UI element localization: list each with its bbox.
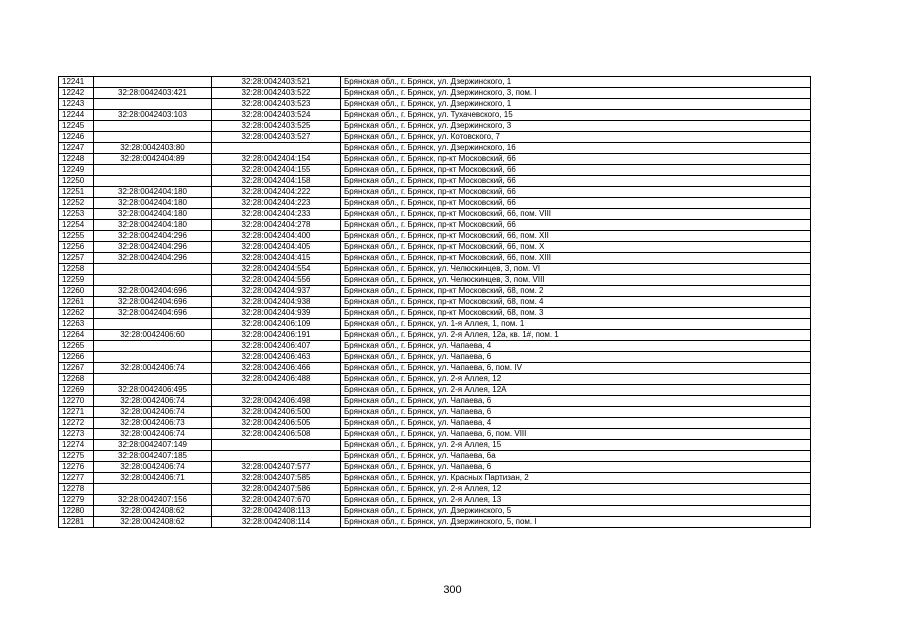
cadastral-number-a-cell: 32:28:0042406:73: [94, 418, 212, 429]
table-row: [59, 418, 811, 429]
table-row: [59, 319, 811, 330]
table-row: [59, 363, 811, 374]
row-number-cell: 12270: [59, 396, 94, 407]
table-row: [59, 121, 811, 132]
address-cell: Брянская обл., г. Брянск, ул. Дзержинского, 16: [341, 143, 811, 154]
cadastral-number-a-cell: 32:28:0042406:71: [94, 473, 212, 484]
address-cell: Брянская обл., г. Брянск, пр-кт Московский, 66, пом. VIII: [341, 209, 811, 220]
cadastral-number-a-cell: 32:28:0042408:62: [94, 517, 212, 528]
row-number-cell: 12266: [59, 352, 94, 363]
cadastral-number-a-cell: [94, 121, 212, 132]
table-row: [59, 297, 811, 308]
cadastral-number-a-cell: 32:28:0042407:185: [94, 451, 212, 462]
address-cell: Брянская обл., г. Брянск, ул. 2-я Аллея, 12: [341, 374, 811, 385]
address-cell: Брянская обл., г. Брянск, ул. 2-я Аллея, 15: [341, 440, 811, 451]
cadastral-number-a-cell: 32:28:0042406:60: [94, 330, 212, 341]
address-cell: Брянская обл., г. Брянск, ул. 2-я Аллея, 13: [341, 495, 811, 506]
row-number-cell: 12245: [59, 121, 94, 132]
table-row: [59, 264, 811, 275]
cadastral-number-b-cell: 32:28:0042406:109: [212, 319, 341, 330]
cadastral-number-a-cell: 32:28:0042403:80: [94, 143, 212, 154]
table-row: [59, 407, 811, 418]
address-cell: Брянская обл., г. Брянск, пр-кт Московский, 66: [341, 154, 811, 165]
table-row: [59, 198, 811, 209]
cadastral-number-b-cell: 32:28:0042406:500: [212, 407, 341, 418]
address-cell: Брянская обл., г. Брянск, пр-кт Московский, 66, пом. XII: [341, 231, 811, 242]
cadastral-number-a-cell: 32:28:0042406:74: [94, 396, 212, 407]
row-number-cell: 12263: [59, 319, 94, 330]
row-number-cell: 12257: [59, 253, 94, 264]
cadastral-number-a-cell: 32:28:0042403:421: [94, 88, 212, 99]
cadastral-number-a-cell: 32:28:0042404:180: [94, 220, 212, 231]
cadastral-table: [58, 76, 811, 528]
cadastral-number-b-cell: 32:28:0042406:508: [212, 429, 341, 440]
table-row: [59, 341, 811, 352]
cadastral-number-a-cell: 32:28:0042407:156: [94, 495, 212, 506]
cadastral-number-a-cell: [94, 165, 212, 176]
row-number-cell: 12251: [59, 187, 94, 198]
cadastral-number-b-cell: 32:28:0042404:556: [212, 275, 341, 286]
address-cell: Брянская обл., г. Брянск, пр-кт Московский, 68, пом. 3: [341, 308, 811, 319]
row-number-cell: 12277: [59, 473, 94, 484]
cadastral-number-a-cell: [94, 176, 212, 187]
row-number-cell: 12279: [59, 495, 94, 506]
row-number-cell: 12281: [59, 517, 94, 528]
cadastral-number-b-cell: 32:28:0042404:155: [212, 165, 341, 176]
row-number-cell: 12271: [59, 407, 94, 418]
address-cell: Брянская обл., г. Брянск, ул. Чапаева, 6, пом. IV: [341, 363, 811, 374]
address-cell: Брянская обл., г. Брянск, ул. Дзержинского, 5, пом. I: [341, 517, 811, 528]
table-row: [59, 99, 811, 110]
address-cell: Брянская обл., г. Брянск, ул. Чапаева, 6: [341, 352, 811, 363]
table-row: [59, 484, 811, 495]
row-number-cell: 12256: [59, 242, 94, 253]
table-row: [59, 77, 811, 88]
table-row: [59, 176, 811, 187]
table-row: [59, 242, 811, 253]
cadastral-number-a-cell: 32:28:0042406:74: [94, 363, 212, 374]
address-cell: Брянская обл., г. Брянск, ул. Челюскинцев, 3, пом. VI: [341, 264, 811, 275]
row-number-cell: 12275: [59, 451, 94, 462]
cadastral-number-b-cell: 32:28:0042403:525: [212, 121, 341, 132]
table-row: [59, 132, 811, 143]
address-cell: Брянская обл., г. Брянск, пр-кт Московский, 68, пом. 2: [341, 286, 811, 297]
cadastral-number-b-cell: 32:28:0042404:939: [212, 308, 341, 319]
cadastral-number-b-cell: 32:28:0042406:463: [212, 352, 341, 363]
cadastral-number-a-cell: [94, 99, 212, 110]
row-number-cell: 12250: [59, 176, 94, 187]
cadastral-number-b-cell: 32:28:0042403:527: [212, 132, 341, 143]
address-cell: Брянская обл., г. Брянск, ул. 2-я Аллея, 12А: [341, 385, 811, 396]
cadastral-number-b-cell: 32:28:0042407:585: [212, 473, 341, 484]
address-cell: Брянская обл., г. Брянск, ул. Челюскинцев, 3, пом. VIII: [341, 275, 811, 286]
table-row: [59, 187, 811, 198]
row-number-cell: 12261: [59, 297, 94, 308]
row-number-cell: 12280: [59, 506, 94, 517]
cadastral-number-b-cell: 32:28:0042404:154: [212, 154, 341, 165]
cadastral-number-a-cell: 32:28:0042404:296: [94, 231, 212, 242]
table-body: [59, 77, 811, 528]
cadastral-number-a-cell: 32:28:0042404:696: [94, 286, 212, 297]
address-cell: Брянская обл., г. Брянск, пр-кт Московский, 66: [341, 165, 811, 176]
address-cell: Брянская обл., г. Брянск, пр-кт Московский, 68, пом. 4: [341, 297, 811, 308]
address-cell: Брянская обл., г. Брянск, пр-кт Московский, 66, пом. XIII: [341, 253, 811, 264]
cadastral-number-b-cell: [212, 143, 341, 154]
table-row: [59, 154, 811, 165]
cadastral-number-b-cell: 32:28:0042406:488: [212, 374, 341, 385]
table-row: [59, 352, 811, 363]
cadastral-number-b-cell: 32:28:0042407:577: [212, 462, 341, 473]
table-row: [59, 385, 811, 396]
cadastral-number-a-cell: 32:28:0042404:89: [94, 154, 212, 165]
cadastral-number-a-cell: [94, 77, 212, 88]
row-number-cell: 12247: [59, 143, 94, 154]
cadastral-number-b-cell: 32:28:0042404:415: [212, 253, 341, 264]
cadastral-number-b-cell: 32:28:0042406:498: [212, 396, 341, 407]
cadastral-number-b-cell: 32:28:0042406:191: [212, 330, 341, 341]
table-row: [59, 308, 811, 319]
address-cell: Брянская обл., г. Брянск, ул. Чапаева, 6: [341, 462, 811, 473]
cadastral-number-b-cell: 32:28:0042404:405: [212, 242, 341, 253]
address-cell: Брянская обл., г. Брянск, ул. Дзержинского, 3, пом. I: [341, 88, 811, 99]
cadastral-number-a-cell: 32:28:0042406:495: [94, 385, 212, 396]
address-cell: Брянская обл., г. Брянск, ул. Тухачевского, 15: [341, 110, 811, 121]
address-cell: Брянская обл., г. Брянск, ул. Дзержинского, 3: [341, 121, 811, 132]
address-cell: Брянская обл., г. Брянск, пр-кт Московский, 66: [341, 198, 811, 209]
cadastral-number-a-cell: 32:28:0042406:74: [94, 407, 212, 418]
row-number-cell: 12249: [59, 165, 94, 176]
row-number-cell: 12254: [59, 220, 94, 231]
table-row: [59, 473, 811, 484]
row-number-cell: 12252: [59, 198, 94, 209]
address-cell: Брянская обл., г. Брянск, пр-кт Московский, 66: [341, 176, 811, 187]
address-cell: Брянская обл., г. Брянск, ул. Дзержинского, 1: [341, 99, 811, 110]
address-cell: Брянская обл., г. Брянск, ул. Котовского, 7: [341, 132, 811, 143]
cadastral-number-b-cell: 32:28:0042404:278: [212, 220, 341, 231]
cadastral-number-a-cell: 32:28:0042404:296: [94, 253, 212, 264]
address-cell: Брянская обл., г. Брянск, ул. Чапаева, 4: [341, 341, 811, 352]
cadastral-number-b-cell: 32:28:0042404:937: [212, 286, 341, 297]
row-number-cell: 12269: [59, 385, 94, 396]
row-number-cell: 12278: [59, 484, 94, 495]
cadastral-number-a-cell: 32:28:0042404:296: [94, 242, 212, 253]
row-number-cell: 12255: [59, 231, 94, 242]
table-row: [59, 330, 811, 341]
cadastral-number-a-cell: [94, 132, 212, 143]
cadastral-number-a-cell: 32:28:0042404:696: [94, 297, 212, 308]
row-number-cell: 12274: [59, 440, 94, 451]
address-cell: Брянская обл., г. Брянск, ул. Дзержинского, 1: [341, 77, 811, 88]
row-number-cell: 12260: [59, 286, 94, 297]
cadastral-number-b-cell: 32:28:0042404:400: [212, 231, 341, 242]
cadastral-number-b-cell: 32:28:0042404:233: [212, 209, 341, 220]
row-number-cell: 12262: [59, 308, 94, 319]
row-number-cell: 12243: [59, 99, 94, 110]
table-row: [59, 209, 811, 220]
cadastral-number-b-cell: 32:28:0042406:466: [212, 363, 341, 374]
cadastral-number-a-cell: [94, 341, 212, 352]
cadastral-number-a-cell: 32:28:0042408:62: [94, 506, 212, 517]
table-row: [59, 429, 811, 440]
cadastral-number-b-cell: 32:28:0042404:938: [212, 297, 341, 308]
cadastral-number-a-cell: 32:28:0042406:74: [94, 462, 212, 473]
table-row: [59, 253, 811, 264]
row-number-cell: 12267: [59, 363, 94, 374]
cadastral-number-b-cell: [212, 451, 341, 462]
row-number-cell: 12268: [59, 374, 94, 385]
address-cell: Брянская обл., г. Брянск, ул. Чапаева, 4: [341, 418, 811, 429]
address-cell: Брянская обл., г. Брянск, ул. Чапаева, 6: [341, 396, 811, 407]
cadastral-number-b-cell: 32:28:0042408:114: [212, 517, 341, 528]
cadastral-number-b-cell: 32:28:0042404:158: [212, 176, 341, 187]
cadastral-number-a-cell: [94, 264, 212, 275]
table-row: [59, 451, 811, 462]
row-number-cell: 12273: [59, 429, 94, 440]
table-row: [59, 374, 811, 385]
address-cell: Брянская обл., г. Брянск, ул. 1-я Аллея, 1, пом. 1: [341, 319, 811, 330]
cadastral-number-b-cell: 32:28:0042404:223: [212, 198, 341, 209]
table-row: [59, 165, 811, 176]
address-cell: Брянская обл., г. Брянск, пр-кт Московский, 66: [341, 187, 811, 198]
cadastral-number-b-cell: 32:28:0042403:523: [212, 99, 341, 110]
table-row: [59, 495, 811, 506]
address-cell: Брянская обл., г. Брянск, ул. Чапаева, 6: [341, 407, 811, 418]
cadastral-number-b-cell: 32:28:0042404:554: [212, 264, 341, 275]
cadastral-number-a-cell: [94, 352, 212, 363]
table-row: [59, 110, 811, 121]
row-number-cell: 12244: [59, 110, 94, 121]
cadastral-number-b-cell: 32:28:0042403:522: [212, 88, 341, 99]
cadastral-number-a-cell: 32:28:0042404:180: [94, 198, 212, 209]
address-cell: Брянская обл., г. Брянск, ул. 2-я Аллея, 12а, кв. 1#, пом. 1: [341, 330, 811, 341]
table-row: [59, 275, 811, 286]
row-number-cell: 12253: [59, 209, 94, 220]
cadastral-number-a-cell: 32:28:0042407:149: [94, 440, 212, 451]
table-row: [59, 440, 811, 451]
row-number-cell: 12241: [59, 77, 94, 88]
row-number-cell: 12259: [59, 275, 94, 286]
address-cell: Брянская обл., г. Брянск, пр-кт Московский, 66, пом. X: [341, 242, 811, 253]
cadastral-number-a-cell: [94, 374, 212, 385]
address-cell: Брянская обл., г. Брянск, ул. Чапаева, 6а: [341, 451, 811, 462]
row-number-cell: 12276: [59, 462, 94, 473]
address-cell: Брянская обл., г. Брянск, ул. 2-я Аллея, 12: [341, 484, 811, 495]
cadastral-number-b-cell: [212, 385, 341, 396]
row-number-cell: 12246: [59, 132, 94, 143]
cadastral-number-b-cell: [212, 440, 341, 451]
cadastral-number-a-cell: 32:28:0042404:180: [94, 209, 212, 220]
cadastral-number-a-cell: [94, 484, 212, 495]
row-number-cell: 12265: [59, 341, 94, 352]
row-number-cell: 12272: [59, 418, 94, 429]
table-row: [59, 286, 811, 297]
table-row: [59, 143, 811, 154]
row-number-cell: 12248: [59, 154, 94, 165]
table-row: [59, 231, 811, 242]
table-row: [59, 517, 811, 528]
cadastral-number-a-cell: [94, 319, 212, 330]
table-row: [59, 88, 811, 99]
cadastral-number-b-cell: 32:28:0042403:521: [212, 77, 341, 88]
cadastral-number-a-cell: 32:28:0042403:103: [94, 110, 212, 121]
cadastral-number-a-cell: 32:28:0042404:696: [94, 308, 212, 319]
page-number: 300: [443, 584, 462, 596]
address-cell: Брянская обл., г. Брянск, ул. Чапаева, 6, пом. VIII: [341, 429, 811, 440]
row-number-cell: 12258: [59, 264, 94, 275]
address-cell: Брянская обл., г. Брянск, ул. Красных Партизан, 2: [341, 473, 811, 484]
cadastral-number-a-cell: 32:28:0042406:74: [94, 429, 212, 440]
cadastral-number-b-cell: 32:28:0042403:524: [212, 110, 341, 121]
table-row: [59, 396, 811, 407]
cadastral-number-b-cell: 32:28:0042404:222: [212, 187, 341, 198]
address-cell: Брянская обл., г. Брянск, ул. Дзержинского, 5: [341, 506, 811, 517]
cadastral-number-b-cell: 32:28:0042406:407: [212, 341, 341, 352]
address-cell: Брянская обл., г. Брянск, пр-кт Московский, 66: [341, 220, 811, 231]
table-row: [59, 462, 811, 473]
cadastral-number-b-cell: 32:28:0042407:670: [212, 495, 341, 506]
table-row: [59, 506, 811, 517]
cadastral-number-a-cell: [94, 275, 212, 286]
cadastral-number-b-cell: 32:28:0042408:113: [212, 506, 341, 517]
row-number-cell: 12242: [59, 88, 94, 99]
cadastral-number-b-cell: 32:28:0042407:586: [212, 484, 341, 495]
row-number-cell: 12264: [59, 330, 94, 341]
table-row: [59, 220, 811, 231]
cadastral-number-b-cell: 32:28:0042406:505: [212, 418, 341, 429]
cadastral-number-a-cell: 32:28:0042404:180: [94, 187, 212, 198]
